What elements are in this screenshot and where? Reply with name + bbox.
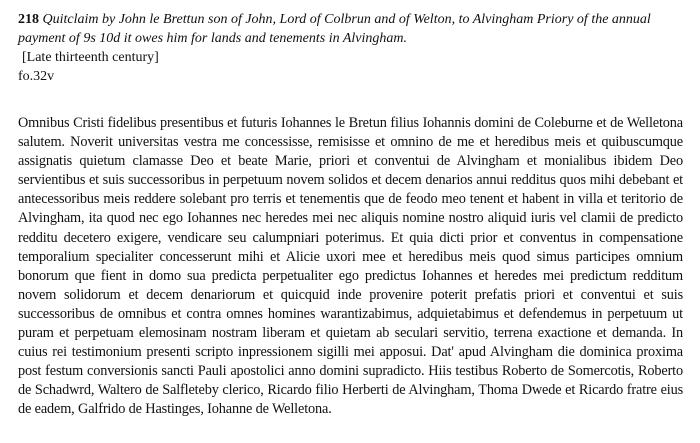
charter-heading	[18, 10, 683, 48]
charter-text: Omnibus Cristi fidelibus presentibus et futuris Iohannes le Bretun filius Iohannis domini de Coleburne et de Welletona salutem. Noverit universitas vestra me concessisse, remisisse et omnino de me et heredibus meis et quibuscumque assignatis quietum clamasse Deo et beate Marie, priori et conventui de Alvingham et monialibus ibidem Deo servientibus et suis successoribus in perpetuum novem solidos et decem denarios annui redditus quos mihi debebant et antecessoribus meis reddere solebant pro terris et tenementis que de feodo meo tenent et habent in villa et teritorio de Alvingham, ita quod nec ego Iohannes nec heredes mei nec aliquis nomine nostro aliquid iuris vel clamii de predicto redditu decetero exigere, vendicare seu calumpniari poterimus. Et quia dicti prior et conventus in compensatione temporalium specialiter concesserunt mihi et Alicie uxori mee et heredibus meis quod simus participes omnium bonorum que fient in domo sua predicta perpetualiter ego predictus Iohannes et heredes mei predictum redditum novem solidorum et decem denariorum et quicquid inde provenire poterit prefatis priori et conventui et suis successoribus de omnibus et contra omnes homines warantizabimus, adquietabimus et defendemus in perpetuum ut puram et perpetuam elemosinam nostram liberam et quietam ab seculari servitio, terrena exactione et demanda. In cuius rei testimonium presenti scripto inpressionem sigilli mei apposui. Dat' apud Alvingham die dominica proxima post festum conversionis sancti Pauli apostolici anno domini supradicto. Hiis testibus Roberto de Somercotis, Roberto de Schadwrd, Waltero de Salfleteby clerico, Ricardo filio Herberti de Alvingham, Thoma Dwede et Ricardo fratre eius de eadem, Galfrido de Hastinges, Iohanne de Welletona.	[18, 115, 683, 418]
charter-summary: Quitclaim by John le Brettun son of John, Lord of Colbrun and of Welton, to Alvingham Priory of the annual payment of 9s 10d it owes him for lands and tenements in Alvingham.	[18, 12, 651, 46]
charter-number: 218	[18, 12, 39, 27]
charter-date: [Late thirteenth century]	[22, 50, 159, 65]
folio-reference: fo.32v	[18, 69, 55, 84]
document-page	[18, 10, 683, 420]
